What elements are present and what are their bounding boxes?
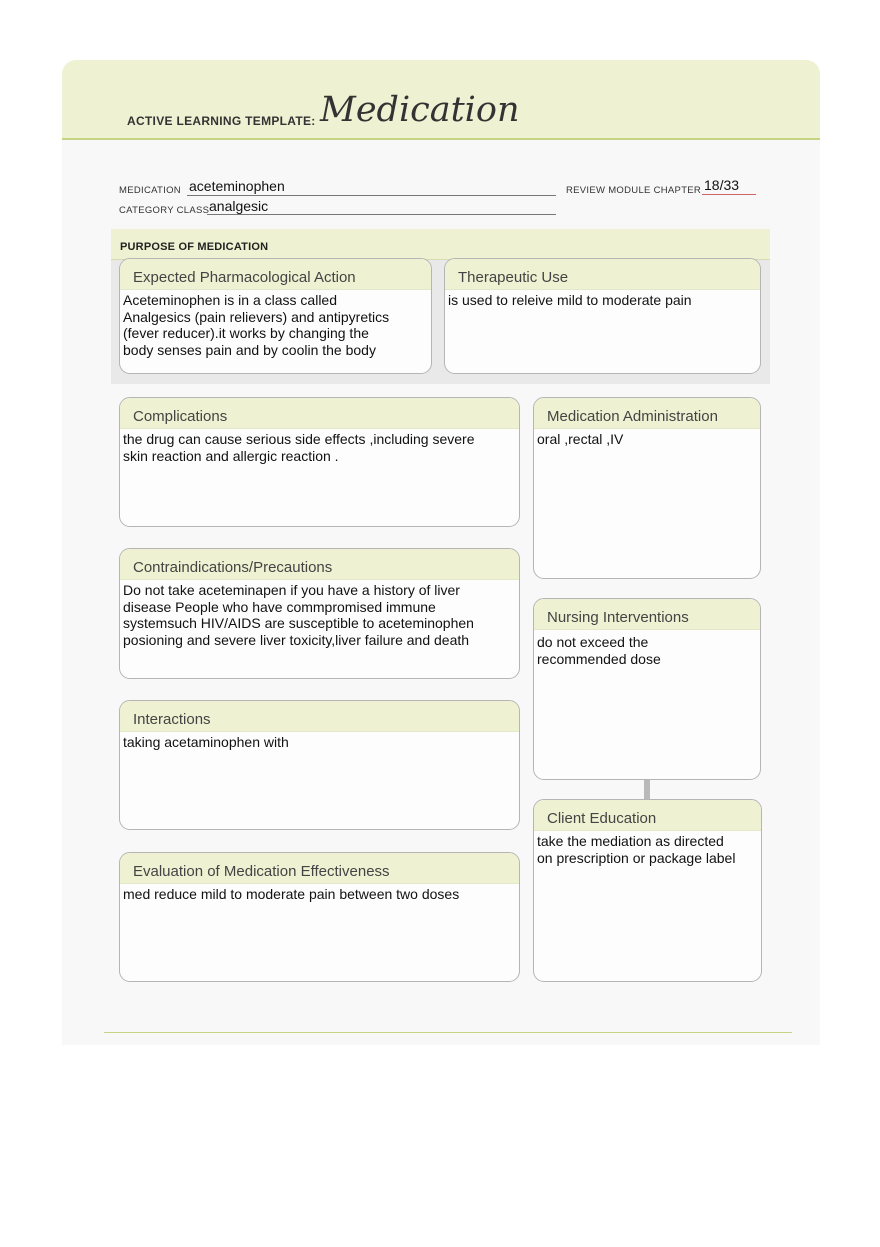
nursing-interventions-box xyxy=(533,598,761,780)
therapeutic-use-box xyxy=(444,258,761,374)
medication-label: MEDICATION xyxy=(119,185,181,196)
medication-value[interactable]: aceteminophen xyxy=(189,178,285,194)
connector-line xyxy=(644,780,650,799)
interactions-title: Interactions xyxy=(120,701,519,732)
review-module-underline xyxy=(702,194,756,195)
client-education-text[interactable]: take the mediation as directed on prescription or package label xyxy=(537,833,736,866)
evaluation-title: Evaluation of Medication Effectiveness xyxy=(120,853,519,884)
template-title: Medication xyxy=(320,90,520,130)
evaluation-text[interactable]: med reduce mild to moderate pain between two doses xyxy=(123,886,460,902)
complications-box xyxy=(119,397,520,527)
category-value[interactable]: analgesic xyxy=(209,198,269,214)
interactions-text[interactable]: taking acetaminophen with xyxy=(123,734,289,750)
expected-action-title: Expected Pharmacological Action xyxy=(120,259,431,290)
category-underline xyxy=(207,214,556,215)
expected-action-text[interactable]: Aceteminophen is in a class called Analgesics (pain relievers) and antipyretics (fever reducer).it works by changing the body senses pain and by coolin the body xyxy=(123,292,390,358)
complications-title: Complications xyxy=(120,398,519,429)
client-education-box xyxy=(533,799,762,982)
interactions-box xyxy=(119,700,520,830)
administration-text[interactable]: oral ,rectal ,IV xyxy=(537,431,624,447)
medication-underline xyxy=(187,195,556,196)
client-education-title: Client Education xyxy=(534,800,761,831)
contraindications-box xyxy=(119,548,520,679)
template-label: ACTIVE LEARNING TEMPLATE: xyxy=(127,114,316,128)
administration-title: Medication Administration xyxy=(534,398,760,429)
contraindications-title: Contraindications/Precautions xyxy=(120,549,519,580)
administration-box xyxy=(533,397,761,579)
complications-text[interactable]: the drug can cause serious side effects ,including severe skin reaction and allergic reaction . xyxy=(123,431,475,464)
category-label: CATEGORY CLASS xyxy=(119,205,210,216)
contraindications-text[interactable]: Do not take aceteminapen if you have a history of liver disease People who have commpromised immune systemsuch HIV/AIDS are susceptible to aceteminophen posioning and severe liver toxicity,liver failure and death xyxy=(123,582,474,648)
review-module-label: REVIEW MODULE CHAPTER xyxy=(566,185,702,196)
therapeutic-use-text[interactable]: is used to releive mild to moderate pain xyxy=(448,292,692,308)
expected-action-box xyxy=(119,258,432,374)
nursing-interventions-text[interactable]: do not exceed the recommended dose xyxy=(537,634,661,667)
purpose-title: PURPOSE OF MEDICATION xyxy=(120,241,269,253)
footer-divider xyxy=(104,1032,792,1033)
review-module-value[interactable]: 18/33 xyxy=(704,177,740,193)
evaluation-box xyxy=(119,852,520,982)
template-header xyxy=(62,60,820,140)
therapeutic-use-title: Therapeutic Use xyxy=(445,259,760,290)
nursing-interventions-title: Nursing Interventions xyxy=(534,599,760,630)
